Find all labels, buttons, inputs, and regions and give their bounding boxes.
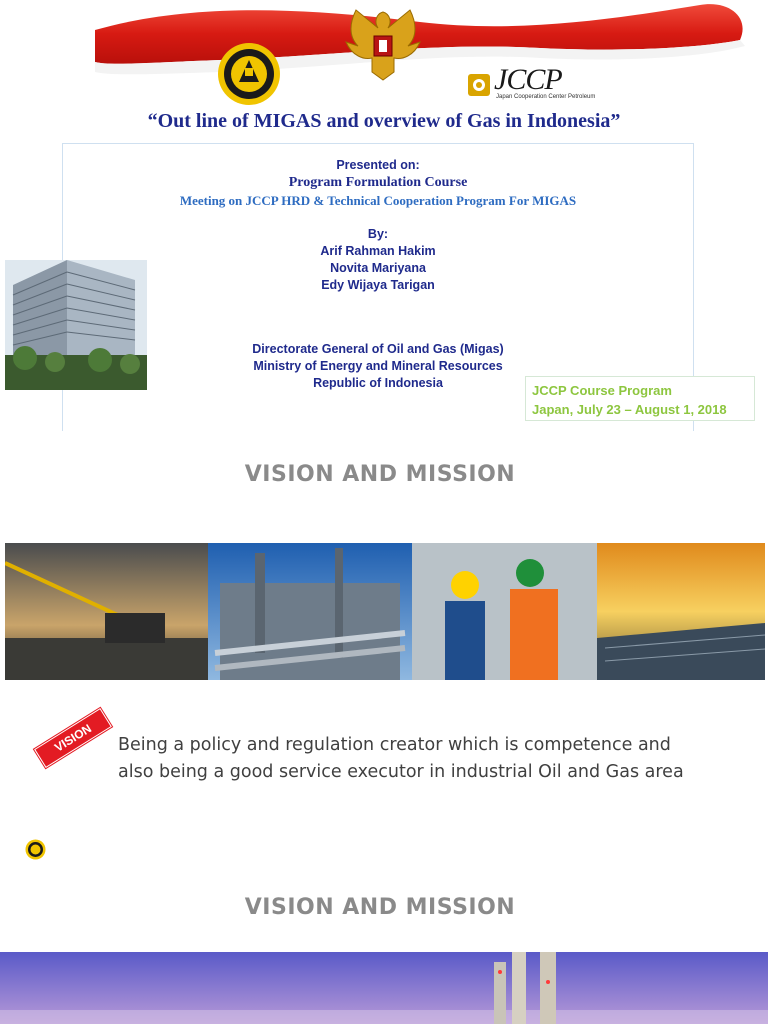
garuda-emblem (336, 2, 430, 84)
course-program-box (525, 376, 755, 421)
jccp-logo-word: JCCP (494, 63, 562, 96)
vision-mission-heading-2: VISION AND MISSION (244, 895, 516, 920)
jccp-logo-subtitle: Japan Cooperation Center Petroleum (496, 94, 596, 100)
presenter-3: Edy Wijaya Tarigan (321, 278, 435, 292)
jccp-mark-icon (468, 74, 490, 96)
organization-3: Republic of Indonesia (313, 376, 443, 390)
presenter-1: Arif Rahman Hakim (320, 244, 436, 258)
by-label: By: (367, 227, 389, 241)
oil-gas-photo-strip (5, 543, 765, 680)
course-program-label: JCCP Course Program (532, 383, 672, 398)
course-program-dates: Japan, July 23 – August 1, 2018 (532, 402, 727, 417)
vision-statement (118, 732, 758, 786)
organization-1: Directorate General of Oil and Gas (Migas) (252, 342, 504, 356)
organization-2: Ministry of Energy and Mineral Resources (253, 359, 503, 373)
vision-line-1: Being a policy and regulation creator which is competence and (118, 735, 671, 755)
course-name: Program Formulation Course (288, 175, 468, 190)
presenter-2: Novita Mariyana (330, 261, 426, 275)
presentation-title: “Out line of MIGAS and overview of Gas in Indonesia” (147, 110, 621, 132)
ministry-building-photo (5, 260, 147, 390)
ministry-small-logo (25, 839, 46, 860)
refinery-dusk-photo (0, 952, 768, 1024)
meeting-name: Meeting on JCCP HRD & Technical Cooperation Program For MIGAS (179, 193, 577, 208)
vision-badge: VISION (34, 708, 112, 768)
vision-line-2: also being a good service executor in industrial Oil and Gas area (118, 762, 684, 782)
vision-mission-heading: VISION AND MISSION (244, 462, 516, 487)
jccp-logo (464, 63, 616, 104)
presented-label: Presented on: (336, 158, 420, 172)
ministry-energy-logo (215, 42, 283, 106)
